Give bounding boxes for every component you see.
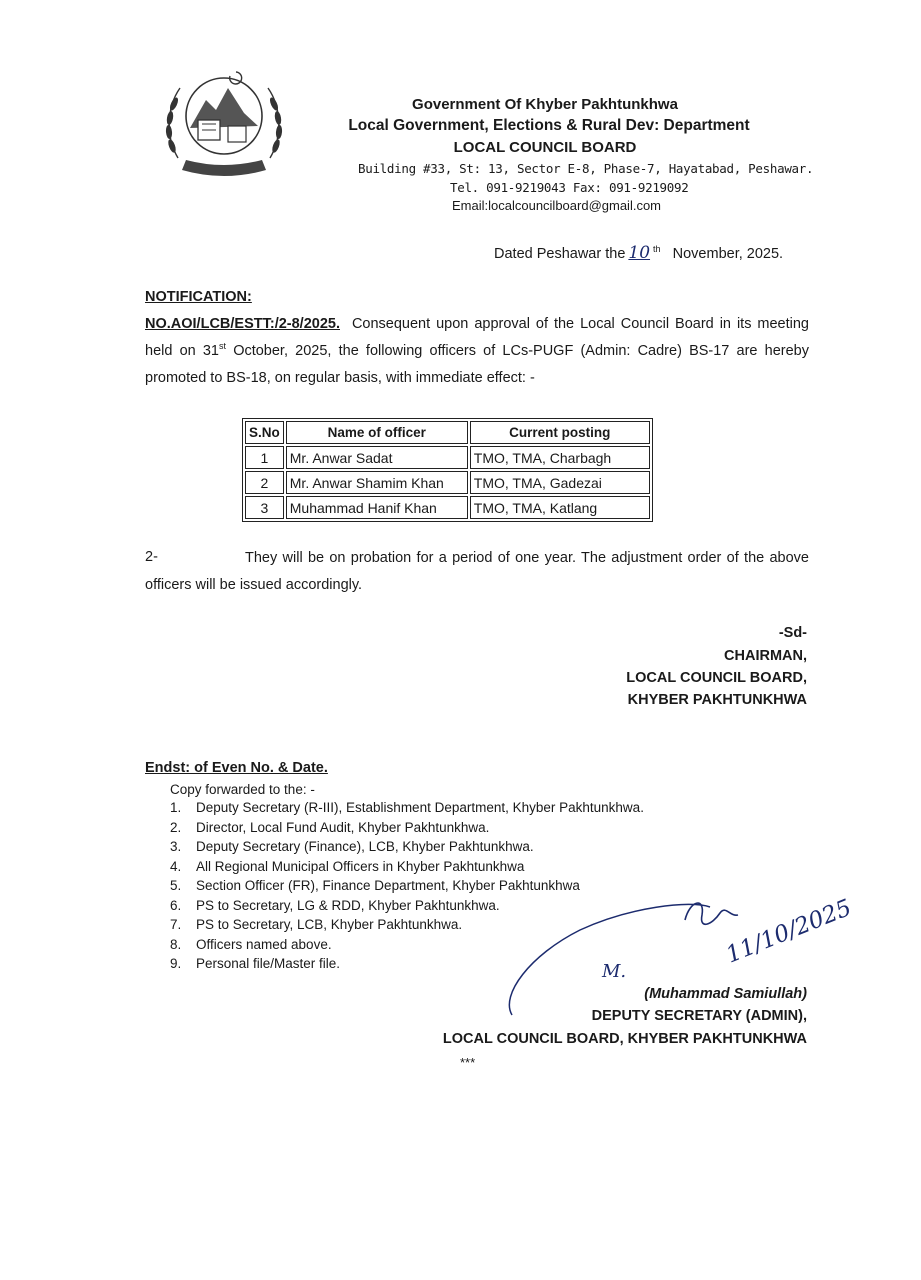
list-item: 2. Director, Local Fund Audit, Khyber Pakhtunkhwa. bbox=[170, 819, 490, 835]
table-cell: TMO, TMA, Gadezai bbox=[470, 471, 650, 494]
header-phone: Tel. 091-9219043 Fax: 091-9219092 bbox=[450, 180, 689, 195]
notification-body: NO.AOI/LCB/ESTT:/2-8/2025. Consequent upon approval of the Local Council Board in its meeting held on 31st October, 2025, the following officers of LCs-PUGF (Admin: Cadre) BS-17 are hereby promoted to BS-18, on regular basis, with immediate effect: - bbox=[145, 316, 809, 386]
document-date: Dated Peshawar the 10 $^{th}$ November, 2025. bbox=[494, 243, 784, 263]
table-cell: Mr. Anwar Sadat bbox=[286, 446, 468, 469]
end-mark: *** bbox=[460, 1055, 476, 1070]
table-cell: Muhammad Hanif Khan bbox=[286, 496, 468, 519]
table-cell: TMO, TMA, Katlang bbox=[470, 496, 650, 519]
header-government: Government Of Khyber Pakhtunkhwa bbox=[412, 96, 678, 113]
table-row bbox=[245, 496, 650, 519]
list-item: 4. All Regional Municipal Officers in Khyber Pakhtunkhwa bbox=[170, 858, 525, 874]
notification-title: NOTIFICATION: bbox=[145, 289, 252, 305]
column-header: S.No bbox=[245, 421, 284, 444]
table-cell: 2 bbox=[245, 471, 284, 494]
header-department: Local Government, Elections & Rural Dev: Department bbox=[348, 117, 750, 134]
table-row bbox=[245, 446, 650, 469]
signatory-province: KHYBER PAKHTUNKHWA bbox=[627, 692, 807, 708]
header-address: Building #33, St: 13, Sector E-8, Phase-7, Hayatabad, Peshawar. bbox=[358, 161, 814, 176]
table-cell: 3 bbox=[245, 496, 284, 519]
header-board: LOCAL COUNCIL BOARD bbox=[453, 139, 637, 156]
signatory-name: (Muhammad Samiullah) bbox=[644, 986, 807, 1002]
signatory-title: CHAIRMAN, bbox=[724, 648, 807, 664]
list-item: 1. Deputy Secretary (R-III), Establishment Department, Khyber Pakhtunkhwa. bbox=[170, 800, 644, 815]
paragraph-number: 2- bbox=[145, 549, 158, 565]
table-cell: 1 bbox=[245, 446, 284, 469]
list-item: 5. Section Officer (FR), Finance Department, Khyber Pakhtunkhwa bbox=[170, 878, 580, 893]
copy-forwarded-label: Copy forwarded to the: - bbox=[170, 782, 315, 797]
signature-sd: -Sd- bbox=[778, 625, 807, 641]
endorsement-title: Endst: of Even No. & Date. bbox=[145, 760, 328, 776]
column-header: Name of officer bbox=[286, 421, 468, 444]
list-item: 6. PS to Secretary, LG & RDD, Khyber Pakhtunkhwa. bbox=[170, 897, 500, 913]
column-header: Current posting bbox=[470, 421, 650, 444]
officers-table bbox=[242, 418, 653, 522]
list-item: 8. Officers named above. bbox=[170, 936, 332, 952]
handwritten-initial: M. bbox=[602, 961, 627, 982]
signatory-office-full: LOCAL COUNCIL BOARD, KHYBER PAKHTUNKHWA bbox=[442, 1031, 807, 1047]
probation-paragraph: They will be on probation for a period of one year. The adjustment order of the above officers will be issued accordingly. bbox=[145, 550, 809, 593]
table-header-row bbox=[245, 421, 650, 444]
table-cell: TMO, TMA, Charbagh bbox=[470, 446, 650, 469]
signatory-designation: DEPUTY SECRETARY (ADMIN), bbox=[591, 1008, 807, 1024]
list-item: 3. Deputy Secretary (Finance), LCB, Khyber Pakhtunkhwa. bbox=[170, 839, 534, 854]
list-item: 9. Personal file/Master file. bbox=[170, 956, 341, 971]
kp-emblem-icon bbox=[158, 58, 290, 190]
header-email: Email:localcouncilboard@gmail.com bbox=[452, 198, 662, 213]
table-cell: Mr. Anwar Shamim Khan bbox=[286, 471, 468, 494]
reference-number: NO.AOI/LCB/ESTT:/2-8/2025. bbox=[145, 316, 340, 332]
table-row bbox=[245, 471, 650, 494]
handwritten-date: 11/10/2025 bbox=[722, 894, 856, 969]
date-day: 10 bbox=[628, 243, 651, 263]
list-item: 7. PS to Secretary, LCB, Khyber Pakhtunkhwa. bbox=[170, 917, 463, 932]
signatory-office: LOCAL COUNCIL BOARD, bbox=[626, 670, 807, 686]
